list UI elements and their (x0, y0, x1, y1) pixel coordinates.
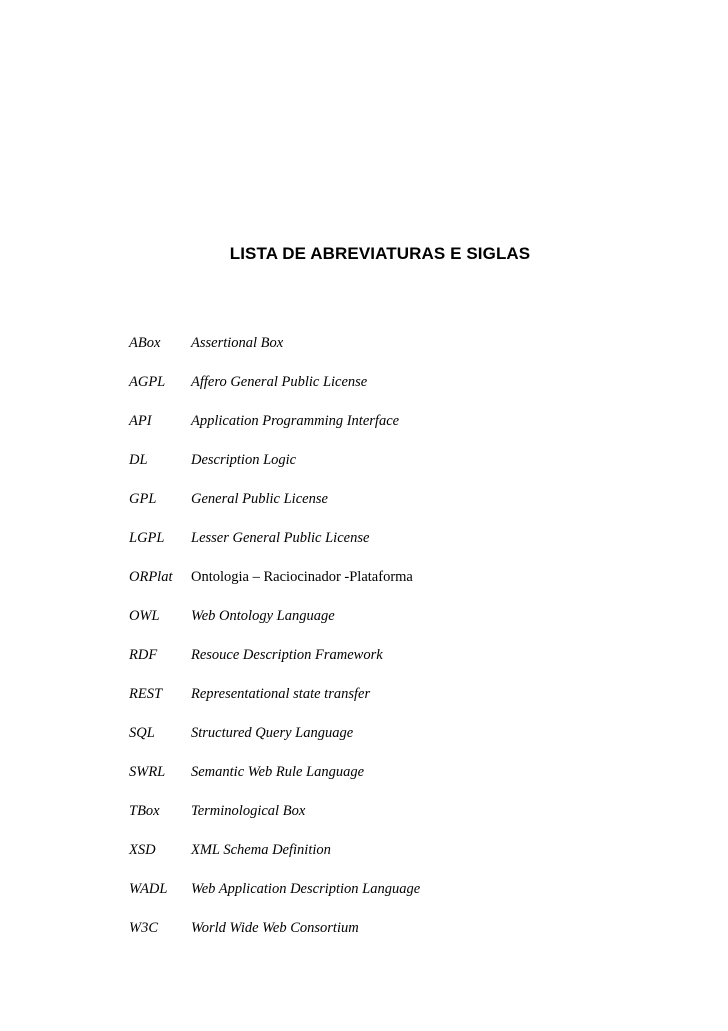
list-item (129, 918, 649, 957)
abbreviation: RDF (129, 647, 158, 663)
abbreviation-meaning: Structured Query Language (191, 725, 354, 741)
abbreviation-meaning: Representational state transfer (191, 686, 371, 702)
abbreviation: REST (129, 686, 163, 702)
abbreviation-meaning: World Wide Web Consortium (191, 920, 359, 936)
abbreviation: LGPL (129, 530, 165, 546)
list-item (129, 489, 649, 528)
abbreviation: DL (129, 452, 148, 468)
abbreviation: OWL (129, 608, 160, 624)
abbreviation: WADL (129, 881, 168, 897)
list-item (129, 567, 649, 606)
list-item (129, 762, 649, 801)
abbreviation-meaning: Semantic Web Rule Language (191, 764, 365, 780)
abbreviation-meaning: Description Logic (191, 452, 297, 468)
list-item (129, 606, 649, 645)
abbreviation: SQL (129, 725, 155, 741)
abbreviation: GPL (129, 491, 157, 507)
abbreviation-meaning: Ontologia – Raciocinador -Plataforma (191, 569, 413, 585)
list-item (129, 645, 649, 684)
list-item (129, 450, 649, 489)
abbreviation: API (129, 413, 152, 429)
abbreviation-meaning: Application Programming Interface (191, 413, 400, 429)
list-item (129, 840, 649, 879)
abbreviation: ORPlat (129, 569, 173, 585)
abbreviation: AGPL (129, 374, 166, 390)
abbreviation-list (129, 333, 649, 957)
abbreviation-meaning: General Public License (191, 491, 328, 507)
abbreviation-meaning: Lesser General Public License (191, 530, 370, 546)
abbreviation-meaning: Web Ontology Language (191, 608, 335, 624)
list-item (129, 879, 649, 918)
abbreviation: TBox (129, 803, 160, 819)
abbreviation-meaning: Resouce Description Framework (191, 647, 383, 663)
list-item (129, 333, 649, 372)
abbreviation: XSD (129, 842, 156, 858)
list-item (129, 411, 649, 450)
abbreviation-meaning: XML Schema Definition (191, 842, 331, 858)
list-item (129, 723, 649, 762)
page-title: LISTA DE ABREVIATURAS E SIGLAS (229, 244, 531, 263)
abbreviation-meaning: Terminological Box (191, 803, 306, 819)
list-item (129, 801, 649, 840)
abbreviation: ABox (129, 335, 161, 351)
abbreviation-meaning: Web Application Description Language (191, 881, 421, 897)
abbreviation-meaning: Affero General Public License (191, 374, 368, 390)
abbreviation: SWRL (129, 764, 166, 780)
list-item (129, 684, 649, 723)
list-item (129, 372, 649, 411)
abbreviation: W3C (129, 920, 158, 936)
list-item (129, 528, 649, 567)
abbreviation-meaning: Assertional Box (191, 335, 284, 351)
